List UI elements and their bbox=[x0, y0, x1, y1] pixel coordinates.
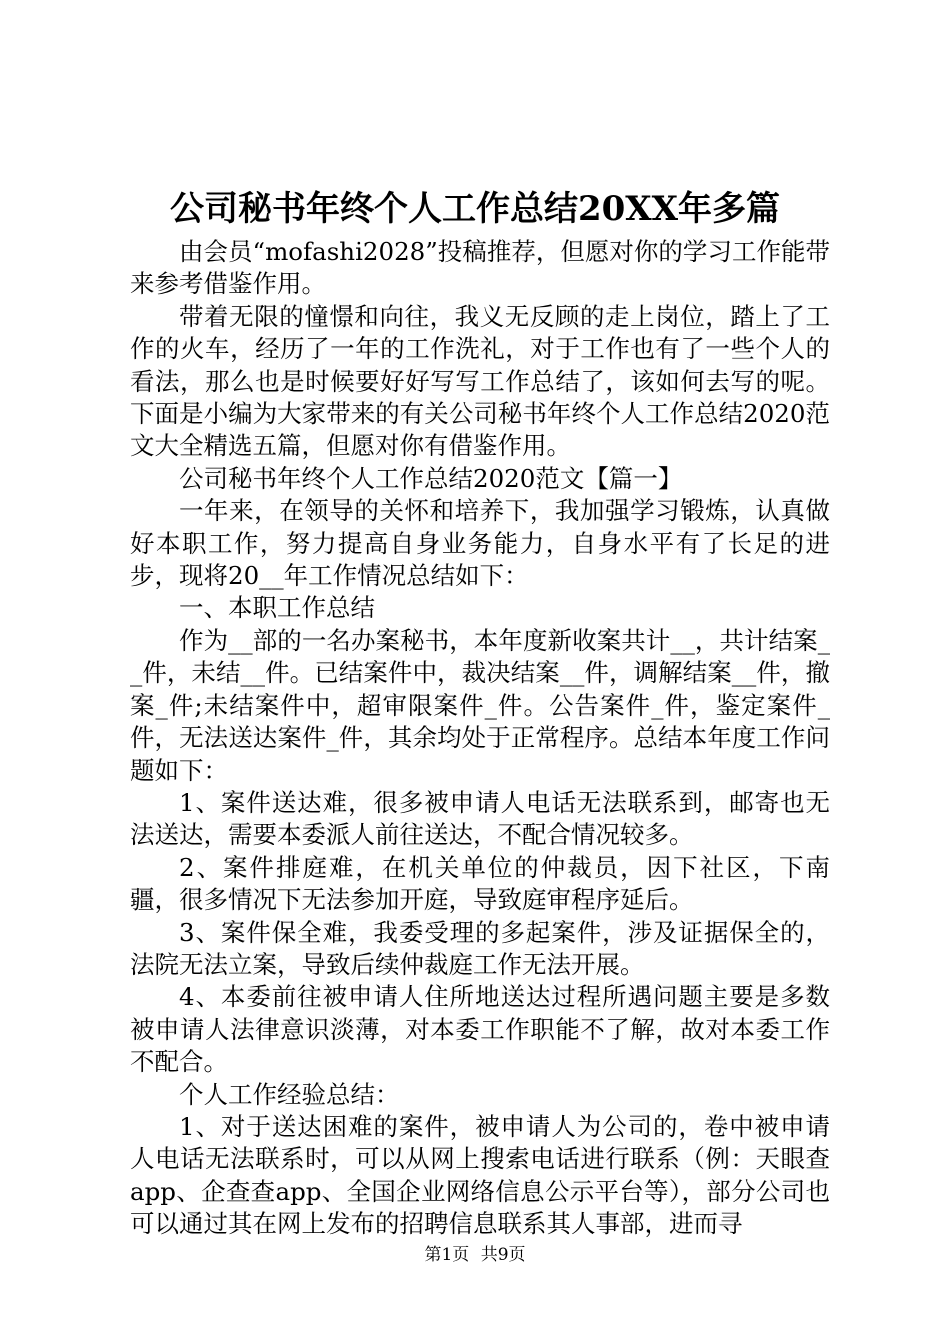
section-heading: 公司秘书年终个人工作总结2020范文【篇一】 bbox=[179, 463, 683, 493]
list-item: 2、案件排庭难，在机关单位的仲裁员，因下社区，下南疆，很多情况下无法参加开庭，导致庭审程序延后。 bbox=[130, 852, 830, 915]
paragraph: 作为__部的一名办案秘书，本年度新收案共计__，共计结案__件，未结__件。已结案件中，裁决结案__件，调解结案__件，撤案_件;未结案件中，超审限案件_件。公告案件_件，鉴定案件_件，无法送达案件_件，其余均处于正常程序。总结本年度工作问题如下： bbox=[130, 625, 830, 785]
list-item: 3、案件保全难，我委受理的多起案件，涉及证据保全的，法院无法立案，导致后续仲裁庭工作无法开展。 bbox=[130, 917, 830, 979]
section-heading: 个人工作经验总结： bbox=[179, 1079, 400, 1109]
page-footer bbox=[0, 1243, 950, 1267]
section-heading: 一、本职工作总结 bbox=[179, 593, 375, 623]
page-total: 共9页 bbox=[480, 1245, 526, 1265]
paragraph: 带着无限的憧憬和向往，我义无反顾的走上岗位，踏上了工作的火车，经历了一年的工作洗礼，对于工作也有了一些个人的看法，那么也是时候要好好写写工作总结了，该如何去写的呢。下面是小编为大家带来的有关公司秘书年终个人工作总结2020范文大全精选五篇，但愿对你有借鉴作用。 bbox=[130, 301, 830, 461]
document-title: 公司秘书年终个人工作总结20XX年多篇 bbox=[169, 189, 781, 229]
document-body bbox=[130, 236, 830, 1241]
list-item: 1、对于送达困难的案件，被申请人为公司的，卷中被申请人电话无法联系时，可以从网上搜索电话进行联系（例：天眼查app、企查查app、全国企业网络信息公示平台等），部分公司也可以通过其在网上发布的招聘信息联系其人事部，进而寻 bbox=[130, 1111, 830, 1239]
list-item: 1、案件送达难，很多被申请人电话无法联系到，邮寄也无法送达，需要本委派人前往送达，不配合情况较多。 bbox=[130, 787, 830, 850]
page-number: 第1页 bbox=[424, 1245, 470, 1265]
paragraph: 一年来，在领导的关怀和培养下，我加强学习锻炼，认真做好本职工作，努力提高自身业务能力，自身水平有了长足的进步，现将20__年工作情况总结如下： bbox=[130, 496, 830, 591]
list-item: 4、本委前往被申请人住所地送达过程所遇问题主要是多数被申请人法律意识淡薄，对本委工作职能不了解，故对本委工作不配合。 bbox=[130, 982, 830, 1077]
paragraph: 由会员“mofashi2028”投稿推荐，但愿对你的学习工作能带来参考借鉴作用。 bbox=[130, 237, 830, 299]
